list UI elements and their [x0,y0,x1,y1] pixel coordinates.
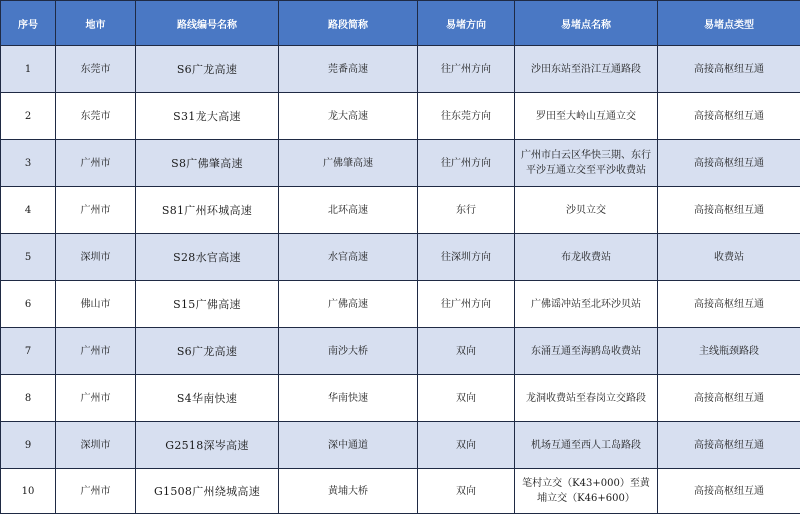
cell-point: 机场互通至西人工岛路段 [515,422,658,469]
table-row [1,328,800,375]
table-row [1,140,800,187]
cell-section: 深中通道 [279,422,418,469]
table-row [1,46,800,93]
table-row [1,422,800,469]
cell-section: 广佛肇高速 [279,140,418,187]
cell-direction: 双向 [418,375,515,422]
cell-point: 布龙收费站 [515,234,658,281]
cell-point: 沙田东站至沿江互通路段 [515,46,658,93]
cell-route: S81广州环城高速 [136,187,279,234]
cell-no: 1 [1,46,56,93]
cell-section: 水官高速 [279,234,418,281]
cell-no: 4 [1,187,56,234]
cell-type: 高接高枢纽互通 [658,140,800,187]
cell-section: 龙大高速 [279,93,418,140]
cell-section: 广佛高速 [279,281,418,328]
cell-direction: 双向 [418,469,515,514]
cell-no: 8 [1,375,56,422]
cell-city: 广州市 [56,140,136,187]
table-row [1,234,800,281]
header-city: 地市 [56,1,136,46]
header-row [1,1,800,46]
cell-direction: 双向 [418,328,515,375]
cell-city: 广州市 [56,187,136,234]
cell-city: 广州市 [56,375,136,422]
cell-route: G1508广州绕城高速 [136,469,279,514]
cell-point: 东涌互通至海鸥岛收费站 [515,328,658,375]
cell-direction: 往深圳方向 [418,234,515,281]
cell-route: S31龙大高速 [136,93,279,140]
cell-no: 3 [1,140,56,187]
cell-type: 高接高枢纽互通 [658,187,800,234]
cell-no: 9 [1,422,56,469]
cell-route: S6广龙高速 [136,328,279,375]
header-no: 序号 [1,1,56,46]
cell-no: 7 [1,328,56,375]
cell-direction: 往东莞方向 [418,93,515,140]
cell-type: 高接高枢纽互通 [658,422,800,469]
header-direction: 易堵方向 [418,1,515,46]
cell-route: G2518深岑高速 [136,422,279,469]
table-row [1,375,800,422]
header-type: 易堵点类型 [658,1,800,46]
table-row [1,469,800,514]
cell-city: 深圳市 [56,234,136,281]
cell-no: 2 [1,93,56,140]
cell-type: 高接高枢纽互通 [658,469,800,514]
cell-route: S8广佛肇高速 [136,140,279,187]
cell-section: 华南快速 [279,375,418,422]
cell-type: 高接高枢纽互通 [658,375,800,422]
cell-section: 北环高速 [279,187,418,234]
cell-point: 广佛谣冲站至北环沙贝站 [515,281,658,328]
table-row [1,187,800,234]
cell-type: 收费站 [658,234,800,281]
cell-no: 5 [1,234,56,281]
cell-section: 南沙大桥 [279,328,418,375]
cell-direction: 双向 [418,422,515,469]
cell-point: 笔村立交（K43+000）至黄埔立交（K46+600） [515,469,658,514]
cell-direction: 往广州方向 [418,140,515,187]
cell-section: 莞番高速 [279,46,418,93]
cell-point: 龙洞收费站至春岗立交路段 [515,375,658,422]
header-route: 路线编号名称 [136,1,279,46]
cell-direction: 往广州方向 [418,46,515,93]
cell-no: 6 [1,281,56,328]
cell-type: 主线瓶颈路段 [658,328,800,375]
cell-point: 罗田至大岭山互通立交 [515,93,658,140]
cell-city: 广州市 [56,328,136,375]
cell-direction: 东行 [418,187,515,234]
cell-city: 广州市 [56,469,136,514]
cell-direction: 往广州方向 [418,281,515,328]
cell-route: S15广佛高速 [136,281,279,328]
cell-city: 东莞市 [56,46,136,93]
header-section: 路段简称 [279,1,418,46]
header-point: 易堵点名称 [515,1,658,46]
cell-route: S28水官高速 [136,234,279,281]
table-row [1,281,800,328]
cell-point: 沙贝立交 [515,187,658,234]
table-row [1,93,800,140]
cell-city: 佛山市 [56,281,136,328]
cell-city: 深圳市 [56,422,136,469]
cell-section: 黄埔大桥 [279,469,418,514]
cell-no: 10 [1,469,56,514]
cell-type: 高接高枢纽互通 [658,46,800,93]
cell-type: 高接高枢纽互通 [658,281,800,328]
cell-route: S6广龙高速 [136,46,279,93]
cell-city: 东莞市 [56,93,136,140]
cell-point: 广州市白云区华快三期、东行平沙互通立交至平沙收费站 [515,140,658,187]
cell-route: S4华南快速 [136,375,279,422]
cell-type: 高接高枢纽互通 [658,93,800,140]
